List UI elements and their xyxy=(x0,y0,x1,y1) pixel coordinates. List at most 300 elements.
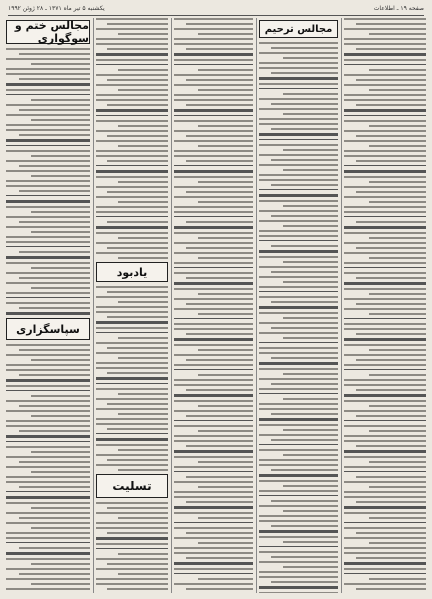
text-line xyxy=(259,490,338,492)
text-line xyxy=(259,83,338,85)
text-line xyxy=(118,181,168,183)
text-line xyxy=(118,517,168,519)
text-line xyxy=(6,206,90,208)
text-line xyxy=(31,507,90,509)
text-line xyxy=(6,532,90,534)
text-line xyxy=(96,408,168,410)
text-line xyxy=(344,496,426,498)
text-line xyxy=(174,28,253,30)
text-line xyxy=(174,328,253,330)
text-line xyxy=(198,405,253,407)
text-line xyxy=(6,537,90,539)
text-line xyxy=(259,449,338,451)
section-rule xyxy=(259,546,338,547)
text-line xyxy=(6,73,90,75)
text-line xyxy=(96,206,168,208)
text-line xyxy=(118,125,168,127)
text-line xyxy=(19,165,90,167)
text-line xyxy=(259,576,338,578)
text-line xyxy=(174,155,253,157)
text-line xyxy=(6,420,90,422)
text-line xyxy=(271,72,338,74)
text-line xyxy=(96,120,168,122)
section-rule xyxy=(174,64,253,65)
text-line xyxy=(198,349,253,351)
text-line xyxy=(344,226,426,229)
text-line xyxy=(344,170,426,173)
section-rule xyxy=(259,139,338,140)
text-line xyxy=(369,486,426,488)
text-line xyxy=(6,262,90,264)
text-line xyxy=(344,379,426,381)
text-line xyxy=(96,226,168,229)
text-line xyxy=(96,286,168,288)
text-line xyxy=(174,537,253,539)
text-line xyxy=(186,557,253,559)
text-line xyxy=(198,313,253,315)
text-line xyxy=(96,18,168,20)
text-line xyxy=(96,74,168,76)
text-line xyxy=(283,317,338,319)
text-line xyxy=(259,459,338,461)
text-line xyxy=(96,438,168,441)
text-line xyxy=(259,520,338,522)
text-line xyxy=(344,527,426,529)
text-line xyxy=(107,160,168,162)
section-rule xyxy=(96,332,168,333)
text-line xyxy=(96,38,168,40)
text-line xyxy=(174,379,253,381)
text-line xyxy=(198,69,253,71)
text-line xyxy=(96,377,168,380)
text-line xyxy=(344,176,426,178)
text-line xyxy=(369,313,426,315)
text-line xyxy=(283,337,338,339)
text-line xyxy=(96,537,168,540)
text-line xyxy=(356,476,426,478)
text-line xyxy=(107,247,168,249)
text-line xyxy=(259,312,338,314)
text-line xyxy=(174,43,253,45)
text-line xyxy=(186,359,253,361)
text-line xyxy=(369,33,426,35)
text-line xyxy=(356,557,426,559)
text-line xyxy=(198,181,253,183)
text-line xyxy=(186,389,253,391)
text-line xyxy=(344,308,426,310)
text-line xyxy=(6,588,90,590)
text-line xyxy=(356,532,426,534)
text-line xyxy=(344,38,426,40)
text-line xyxy=(283,429,338,431)
text-line xyxy=(174,242,253,244)
text-line xyxy=(96,99,168,101)
text-line xyxy=(259,98,338,100)
section-rule xyxy=(259,342,338,343)
text-line xyxy=(344,84,426,86)
text-line xyxy=(107,104,168,106)
text-line xyxy=(107,563,168,565)
text-line xyxy=(174,512,253,514)
text-line xyxy=(369,145,426,147)
text-line xyxy=(96,59,168,61)
text-line xyxy=(259,551,338,553)
text-line xyxy=(259,378,338,380)
section-rule xyxy=(344,318,426,319)
text-line xyxy=(344,547,426,549)
column-rule xyxy=(341,18,342,593)
text-line xyxy=(174,394,253,397)
text-line xyxy=(344,435,426,437)
text-line xyxy=(259,133,338,136)
text-line xyxy=(31,63,90,65)
text-line xyxy=(174,410,253,412)
text-line xyxy=(259,480,338,482)
text-line xyxy=(259,434,338,436)
text-line xyxy=(6,344,90,346)
text-line xyxy=(259,77,338,80)
text-line xyxy=(259,530,338,533)
text-line xyxy=(19,53,90,55)
text-line xyxy=(96,84,168,86)
text-line xyxy=(283,566,338,568)
section-rule xyxy=(6,491,90,492)
text-line xyxy=(186,191,253,193)
text-line xyxy=(6,481,90,483)
text-line xyxy=(344,28,426,30)
text-line xyxy=(96,28,168,30)
text-line xyxy=(198,33,253,35)
text-line xyxy=(344,568,426,570)
text-line xyxy=(6,180,90,182)
text-line xyxy=(19,109,90,111)
text-line xyxy=(31,583,90,585)
section-rule xyxy=(174,115,253,116)
text-line xyxy=(271,469,338,471)
text-line xyxy=(174,282,253,285)
text-line xyxy=(96,306,168,308)
text-line xyxy=(344,232,426,234)
text-line xyxy=(6,456,90,458)
text-line xyxy=(6,369,90,371)
section-rule xyxy=(344,115,426,116)
text-line xyxy=(19,547,90,549)
text-line xyxy=(283,373,338,375)
text-line xyxy=(259,592,338,593)
section-rule xyxy=(344,64,426,65)
text-line xyxy=(198,578,253,580)
text-line xyxy=(259,347,338,349)
text-line xyxy=(6,522,90,524)
text-line xyxy=(259,118,338,120)
text-line xyxy=(96,321,168,324)
section-rule xyxy=(174,369,253,370)
text-line xyxy=(107,347,168,349)
text-line xyxy=(19,221,90,223)
text-line xyxy=(198,237,253,239)
text-line xyxy=(31,119,90,121)
text-line xyxy=(259,220,338,222)
text-line xyxy=(369,461,426,463)
text-line xyxy=(96,454,168,456)
text-line xyxy=(198,293,253,295)
text-line xyxy=(369,89,426,91)
text-line xyxy=(259,235,338,237)
text-line xyxy=(283,113,338,115)
text-line xyxy=(283,205,338,207)
text-line xyxy=(118,337,168,339)
text-line xyxy=(271,327,338,329)
text-line xyxy=(356,104,426,106)
text-line xyxy=(6,354,90,356)
section-rule xyxy=(259,189,338,190)
text-line xyxy=(96,94,168,96)
text-line xyxy=(174,496,253,498)
text-line xyxy=(174,170,253,173)
text-line xyxy=(369,405,426,407)
text-line xyxy=(31,155,90,157)
text-line xyxy=(186,79,253,81)
text-line xyxy=(283,398,338,400)
text-line xyxy=(6,466,90,468)
text-line xyxy=(19,349,90,351)
text-line xyxy=(96,170,168,173)
text-line xyxy=(174,450,253,453)
page-header xyxy=(8,2,424,14)
text-line xyxy=(186,221,253,223)
section-rule xyxy=(6,390,90,391)
text-line xyxy=(174,262,253,264)
section-rule xyxy=(6,195,90,196)
text-line xyxy=(96,186,168,188)
text-line xyxy=(31,211,90,213)
section-rule xyxy=(344,216,426,217)
text-line xyxy=(369,201,426,203)
text-line xyxy=(107,79,168,81)
text-line xyxy=(259,123,338,125)
text-line xyxy=(259,403,338,405)
text-line xyxy=(344,344,426,346)
text-line xyxy=(369,257,426,259)
text-line xyxy=(174,506,253,509)
text-line xyxy=(96,311,168,313)
text-line xyxy=(356,588,426,590)
text-line xyxy=(96,502,168,504)
text-line xyxy=(19,251,90,253)
text-line xyxy=(6,379,90,382)
text-line xyxy=(259,536,338,538)
headline-majales-tarhim: مجالس ترحیم xyxy=(259,20,338,38)
section-rule xyxy=(174,165,253,166)
text-line xyxy=(259,296,338,298)
section-rule xyxy=(344,267,426,268)
text-line xyxy=(107,507,168,509)
text-line xyxy=(344,140,426,142)
text-line xyxy=(6,236,90,238)
section-rule xyxy=(344,420,426,421)
text-line xyxy=(118,89,168,91)
text-line xyxy=(259,424,338,426)
text-line xyxy=(31,451,90,453)
text-line xyxy=(174,435,253,437)
text-line xyxy=(344,74,426,76)
text-line xyxy=(344,59,426,61)
text-line xyxy=(259,144,338,146)
text-line xyxy=(174,400,253,402)
text-line xyxy=(259,52,338,54)
page-label: صفحه ۱۹ ـ اطلاعات xyxy=(373,4,424,12)
text-line xyxy=(259,230,338,232)
text-line xyxy=(96,543,168,545)
text-line xyxy=(31,287,90,289)
text-line xyxy=(259,464,338,466)
text-line xyxy=(31,175,90,177)
text-line xyxy=(174,206,253,208)
text-line xyxy=(344,456,426,458)
section-rule xyxy=(96,165,168,166)
text-line xyxy=(19,517,90,519)
text-line xyxy=(344,562,426,565)
text-line xyxy=(6,400,90,402)
text-line xyxy=(259,586,338,589)
text-line xyxy=(259,368,338,370)
text-line xyxy=(198,89,253,91)
text-line xyxy=(19,190,90,192)
text-line xyxy=(96,362,168,364)
text-line xyxy=(19,277,90,279)
text-line xyxy=(19,405,90,407)
section-rule xyxy=(96,383,168,384)
text-line xyxy=(356,221,426,223)
column-right-center xyxy=(259,18,338,593)
headline-majales-khatm: مجالس ختم و سوگواری xyxy=(6,20,90,44)
text-line xyxy=(96,342,168,344)
text-line xyxy=(259,388,338,390)
text-line xyxy=(174,252,253,254)
section-rule xyxy=(259,291,338,292)
text-line xyxy=(259,154,338,156)
text-line xyxy=(107,316,168,318)
text-line xyxy=(31,527,90,529)
text-line xyxy=(271,184,338,186)
text-line xyxy=(356,445,426,447)
section-rule xyxy=(96,115,168,116)
text-line xyxy=(174,130,253,132)
text-line xyxy=(174,176,253,178)
text-line xyxy=(174,18,253,20)
text-line xyxy=(107,588,168,590)
text-line xyxy=(96,155,168,157)
text-line xyxy=(107,291,168,293)
text-line xyxy=(96,242,168,244)
text-line xyxy=(96,196,168,198)
text-line xyxy=(271,500,338,502)
text-line xyxy=(174,150,253,152)
text-line xyxy=(19,486,90,488)
text-line xyxy=(174,186,253,188)
text-line xyxy=(198,374,253,376)
text-line xyxy=(19,307,90,309)
text-line xyxy=(6,272,90,274)
text-line xyxy=(96,367,168,369)
text-line xyxy=(6,425,90,427)
text-line xyxy=(6,476,90,478)
text-line xyxy=(31,267,90,269)
text-line xyxy=(174,59,253,61)
text-line xyxy=(186,160,253,162)
text-line xyxy=(259,408,338,410)
text-line xyxy=(96,423,168,425)
text-line xyxy=(174,466,253,468)
text-line xyxy=(96,418,168,420)
text-line xyxy=(96,527,168,529)
text-line xyxy=(344,150,426,152)
text-line xyxy=(259,42,338,44)
section-rule xyxy=(6,246,90,247)
section-rule xyxy=(344,471,426,472)
text-line xyxy=(344,400,426,402)
header-rule xyxy=(8,15,424,16)
text-line xyxy=(259,108,338,110)
text-line xyxy=(174,338,253,341)
text-line xyxy=(198,517,253,519)
column-center xyxy=(174,18,253,593)
text-line xyxy=(6,256,90,259)
section-rule xyxy=(6,94,90,95)
text-line xyxy=(174,583,253,585)
text-line xyxy=(344,120,426,122)
section-rule xyxy=(174,318,253,319)
section-rule xyxy=(174,267,253,268)
text-line xyxy=(96,352,168,354)
text-line xyxy=(344,211,426,213)
text-line xyxy=(259,418,338,421)
text-line xyxy=(344,109,426,112)
text-line xyxy=(6,48,90,50)
text-line xyxy=(31,231,90,233)
text-line xyxy=(271,439,338,441)
text-line xyxy=(6,160,90,162)
text-line xyxy=(96,296,168,298)
section-rule xyxy=(344,369,426,370)
text-line xyxy=(31,359,90,361)
text-line xyxy=(174,552,253,554)
text-line xyxy=(283,454,338,456)
text-line xyxy=(96,583,168,585)
text-line xyxy=(96,150,168,152)
section-rule xyxy=(6,297,90,298)
text-line xyxy=(118,393,168,395)
text-line xyxy=(344,196,426,198)
text-line xyxy=(186,277,253,279)
text-line xyxy=(271,128,338,130)
text-line xyxy=(283,149,338,151)
text-line xyxy=(118,553,168,555)
text-line xyxy=(96,522,168,524)
text-line xyxy=(174,384,253,386)
text-line xyxy=(369,542,426,544)
text-line xyxy=(6,114,90,116)
text-line xyxy=(271,301,338,303)
text-line xyxy=(369,237,426,239)
text-line xyxy=(174,323,253,325)
headline-tasliat: تسلیت xyxy=(96,474,168,498)
text-line xyxy=(96,252,168,254)
text-line xyxy=(174,456,253,458)
text-line xyxy=(344,242,426,244)
headline-sepasgozari: سپاسگزاری xyxy=(6,318,90,340)
text-line xyxy=(174,308,253,310)
